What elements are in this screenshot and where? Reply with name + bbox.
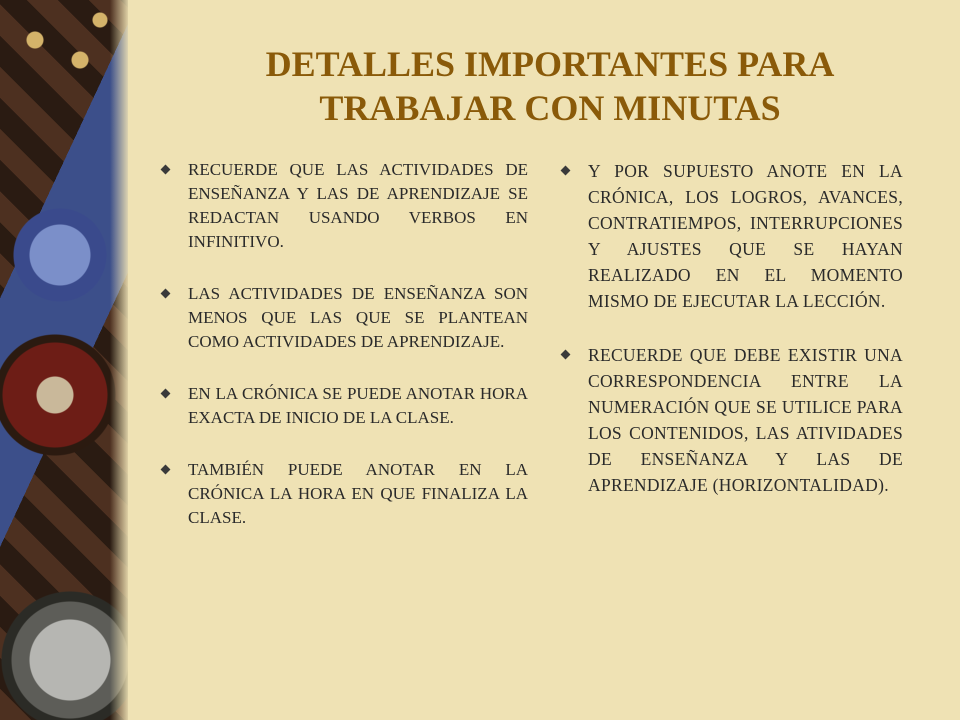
bullet-text: TAMBIÉN PUEDE ANOTAR EN LA CRÓNICA LA HORA EN QUE FINALIZA LA CLASE.	[188, 460, 528, 527]
bullet-item	[558, 342, 903, 498]
diamond-bullet-icon	[161, 165, 171, 175]
bullet-item	[158, 282, 528, 354]
diamond-bullet-icon	[161, 465, 171, 475]
decorative-medal-photo	[0, 0, 128, 720]
diamond-bullet-icon	[161, 389, 171, 399]
left-bullet-list	[158, 158, 528, 558]
right-bullet-list	[558, 158, 903, 526]
photo-edge-fade	[110, 0, 130, 720]
bullet-text: EN LA CRÓNICA SE PUEDE ANOTAR HORA EXACTA DE INICIO DE LA CLASE.	[188, 384, 528, 427]
bullet-item	[558, 158, 903, 314]
bullet-text: Y POR SUPUESTO ANOTE EN LA CRÓNICA, LOS LOGROS, AVANCES, CONTRATIEMPOS, INTERRUPCIONES Y AJUSTES QUE SE HAYAN REALIZADO EN EL MOMENTO MISMO DE EJECUTAR LA LECCIÓN.	[588, 161, 903, 311]
diamond-bullet-icon	[161, 289, 171, 299]
diamond-bullet-icon	[561, 350, 571, 360]
bullet-text: LAS ACTIVIDADES DE ENSEÑANZA SON MENOS QUE LAS QUE SE PLANTEAN COMO ACTIVIDADES DE APRENDIZAJE.	[188, 284, 528, 351]
bullet-text: RECUERDE QUE LAS ACTIVIDADES DE ENSEÑANZA Y LAS DE APRENDIZAJE SE REDACTAN USANDO VERBOS EN INFINITIVO.	[188, 160, 528, 251]
bullet-item	[158, 382, 528, 430]
diamond-bullet-icon	[561, 166, 571, 176]
bullet-item	[158, 158, 528, 254]
slide-title: DETALLES IMPORTANTES PARA TRABAJAR CON MINUTAS	[265, 44, 835, 128]
bullet-text: RECUERDE QUE DEBE EXISTIR UNA CORRESPONDENCIA ENTRE LA NUMERACIÓN QUE SE UTILICE PARA LOS CONTENIDOS, LAS ATIVIDADES DE ENSEÑANZA Y LAS DE APRENDIZAJE (HORIZONTALIDAD).	[588, 345, 903, 495]
bullet-item	[158, 458, 528, 530]
